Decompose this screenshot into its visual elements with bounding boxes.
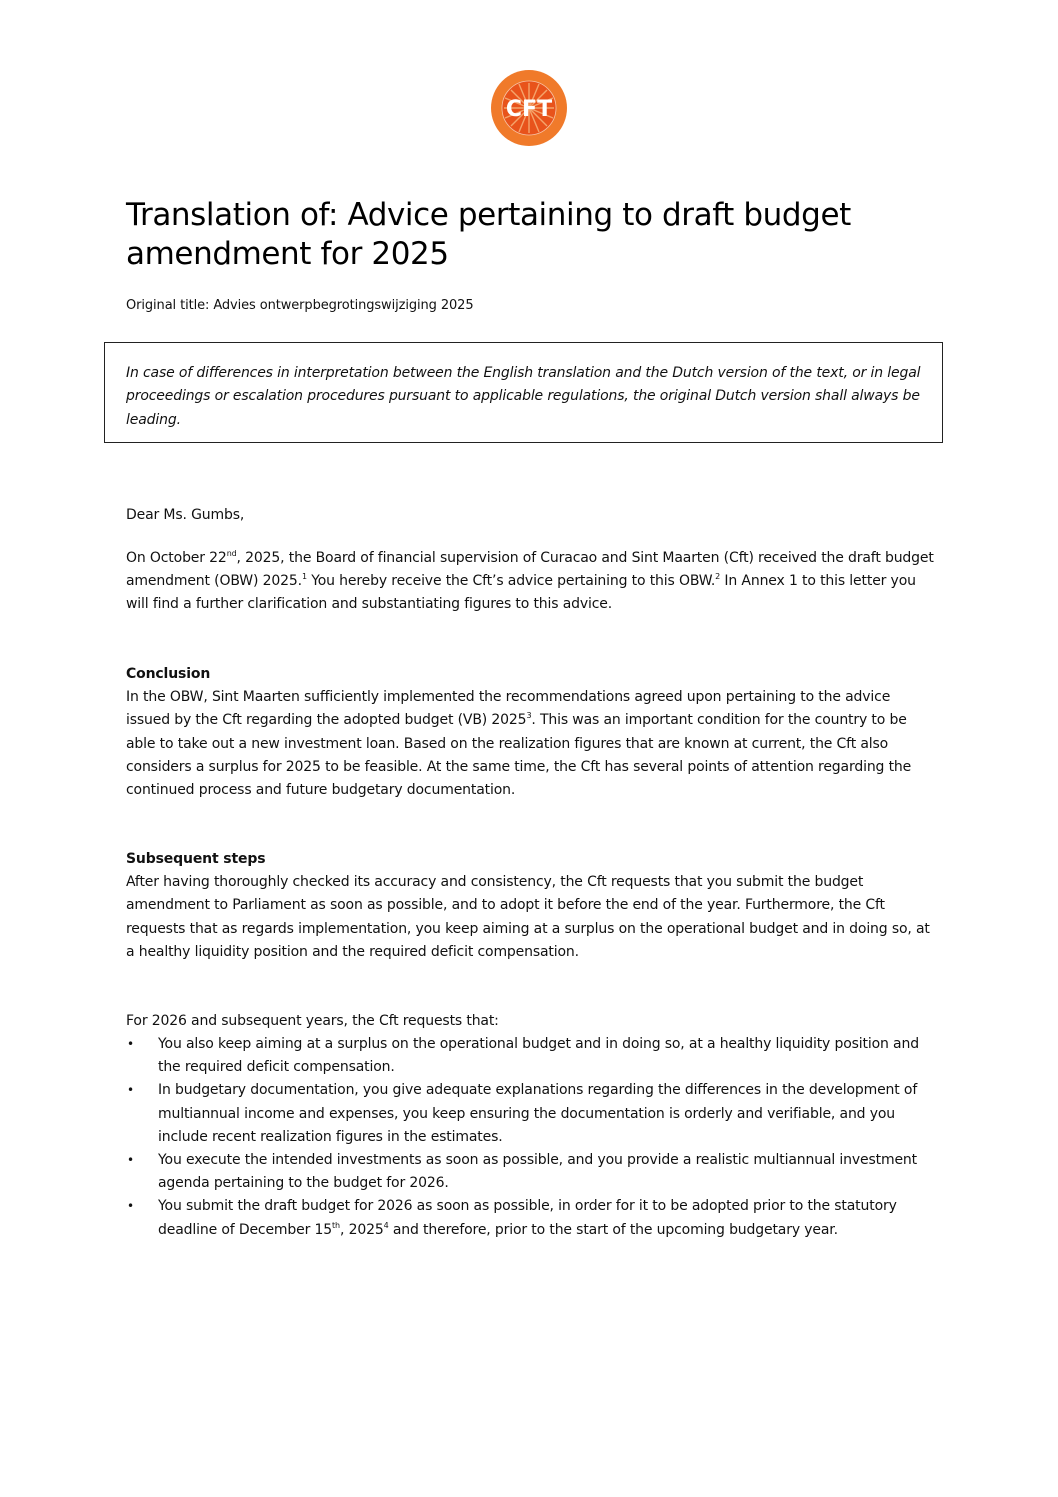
- subsequent-steps-heading: Subsequent steps: [126, 851, 266, 867]
- footnote-ref-4[interactable]: 4: [383, 1220, 389, 1230]
- list-item: [126, 1149, 936, 1195]
- intro-text: On October 22: [126, 550, 227, 566]
- translation-notice-box: [104, 342, 943, 443]
- requests-list: [126, 1033, 936, 1242]
- list-item: [126, 1195, 936, 1241]
- logo-text: CFT: [505, 97, 553, 122]
- conclusion-section: [126, 663, 936, 802]
- intro-text: , 2025, the Board of financial supervision of Curacao and Sint Maarten (Cft) received the draft budget amendment (OBW) 2025.: [126, 550, 934, 590]
- bullet-icon: •: [127, 1153, 134, 1168]
- intro-text: In Annex 1 to this letter you will find a further clarification and substantiating figures to this advice.: [126, 573, 916, 613]
- superscript-ordinal: nd: [226, 549, 237, 558]
- list-item: [126, 1033, 936, 1079]
- list-item-text: In budgetary documentation, you give adequate explanations regarding the differences in the development of multiannual income and expenses, you keep ensuring the documentation is orderly and verifiable, and you include recent realization figures in the estimates.: [158, 1082, 918, 1145]
- footnote-ref-2[interactable]: 2: [715, 572, 721, 582]
- list-item-text: You submit the draft budget for 2026 as soon as possible, in order for it to be adopted prior to the statutory deadline of December 15: [158, 1198, 897, 1238]
- list-item-text: , 2025: [339, 1221, 384, 1238]
- subsequent-steps-section: [126, 848, 936, 964]
- intro-text: You hereby receive the Cft’s advice pertaining to this OBW.: [306, 573, 716, 590]
- bullet-icon: •: [127, 1083, 134, 1098]
- list-item-text: and therefore, prior to the start of the upcoming budgetary year.: [388, 1221, 838, 1238]
- original-title: Original title: Advies ontwerpbegrotingswijziging 2025: [126, 298, 474, 313]
- footnote-ref-1[interactable]: 1: [301, 572, 307, 582]
- list-item: [126, 1079, 936, 1149]
- cft-logo: [490, 69, 568, 147]
- intro-paragraph: [126, 547, 936, 617]
- salutation: Dear Ms. Gumbs,: [126, 507, 245, 523]
- requests-intro: For 2026 and subsequent years, the Cft requests that:: [126, 1013, 499, 1029]
- conclusion-paragraph: [126, 686, 936, 802]
- list-item-text: You execute the intended investments as soon as possible, and you provide a realistic multiannual investment agenda pertaining to the budget for 2026.: [158, 1152, 917, 1192]
- bullet-icon: •: [127, 1037, 134, 1051]
- bullet-icon: •: [127, 1199, 134, 1214]
- conclusion-heading: Conclusion: [126, 666, 211, 682]
- document-title: Translation of: Advice pertaining to draft budget amendment for 2025: [126, 197, 851, 272]
- superscript-ordinal: th: [332, 1220, 340, 1230]
- subsequent-steps-paragraph: After having thoroughly checked its accuracy and consistency, the Cft requests that you submit the budget amendment to Parliament as soon as possible, and to adopt it before the end of the year. Furthermore, the Cft requests that as regards implementation, you keep aiming at a surplus on the operational budget and in doing so, at a healthy liquidity position and the required deficit compensation.: [126, 874, 930, 960]
- conclusion-text: In the OBW, Sint Maarten sufficiently implemented the recommendations agreed upon pertaining to the advice issued by the Cft regarding the adopted budget (VB) 2025: [126, 689, 891, 729]
- cft-logo-icon: [490, 69, 568, 147]
- conclusion-text: . This was an important condition for the country to be able to take out a new investment loan. Based on the realization figures that are known at current, the Cft also considers a surplus for 2025 to be feasible. At the same time, the Cft has several points of attention regarding the continued process and future budgetary documentation.: [126, 712, 912, 799]
- footnote-ref-3[interactable]: 3: [526, 711, 532, 721]
- translation-notice-text: In case of differences in interpretation between the English translation and the Dutch version of the text, or in legal proceedings or escalation procedures pursuant to applicable regulations, the original Dutch version shall always be leading.: [126, 365, 921, 428]
- list-item-text: You also keep aiming at a surplus on the operational budget and in doing so, at a healthy liquidity position and the required deficit compensation.: [158, 1036, 919, 1076]
